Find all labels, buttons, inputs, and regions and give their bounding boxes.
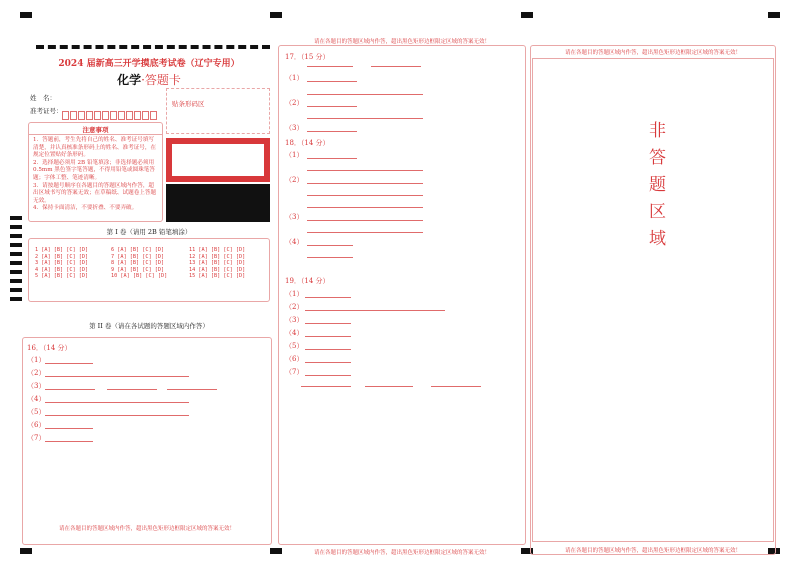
q19-part-label: （1）: [285, 290, 304, 298]
q18-part-label: （1）: [285, 151, 304, 159]
right-bottom-warning: 请在各题目的答题区域内作答，超出黑色矩形边框限定区域的答案无效！: [564, 548, 741, 554]
notice-box: [28, 122, 163, 222]
top-dashed-rule: [36, 45, 270, 49]
q16-answer-line[interactable]: [45, 428, 93, 429]
q19-answer-line[interactable]: [305, 375, 351, 376]
student-name-label: 姓 名：: [30, 94, 56, 102]
q18-answer-line[interactable]: [307, 245, 353, 246]
q17-answer-line[interactable]: [307, 81, 357, 82]
q16-part-label: （2）: [27, 369, 46, 377]
choice-row[interactable]: 12 [A] [B] [C] [D]: [189, 253, 246, 260]
page-title: 2024 届新高三开学摸底考试卷（辽宁专用）: [58, 59, 240, 69]
q16-part-label: （6）: [27, 421, 46, 429]
q18-answer-line[interactable]: [307, 207, 423, 208]
choice-row[interactable]: 10 [A] [B] [C] [D]: [111, 273, 168, 279]
choice-row[interactable]: 5 [A] [B] [C] [D]: [35, 273, 89, 279]
choice-area: [28, 238, 270, 302]
subject-suffix: ·答题卡: [141, 73, 181, 87]
q17-part-label: （1）: [285, 74, 304, 82]
barcode-label: 贴条形码区: [172, 100, 205, 108]
q17-part-label: （2）: [285, 99, 304, 107]
subject-name: 化学: [117, 73, 142, 87]
choice-row[interactable]: 15 [A] [B] [C] [D]: [189, 273, 246, 279]
q16-part-label: （1）: [27, 356, 46, 364]
choice-row[interactable]: 8 [A] [B] [C] [D]: [111, 260, 165, 266]
section1-title: 第 I 卷（请用 2B 铅笔填涂）: [106, 228, 192, 236]
q18-answer-line[interactable]: [307, 183, 423, 184]
q16-answer-line[interactable]: [167, 389, 217, 390]
mid-answer-box: [278, 45, 526, 545]
q16-part-label: （7）: [27, 434, 46, 442]
q19-answer-line[interactable]: [305, 323, 351, 324]
corner-mark-top-right: [768, 12, 780, 18]
q16-answer-line[interactable]: [107, 389, 157, 390]
q16-part-label: （3）: [27, 382, 46, 390]
sample-red-frame: [166, 138, 270, 182]
notice-title-rule: [29, 134, 162, 135]
q17-answer-line[interactable]: [307, 106, 357, 107]
q19-part-label: （7）: [285, 368, 304, 376]
q17-answer-line[interactable]: [307, 131, 357, 132]
sample-black-block: [166, 184, 270, 222]
section2-title: 第 II 卷（请在各试题的答题区域内作答）: [89, 322, 209, 330]
q19-part-label: （4）: [285, 329, 304, 337]
q18-part-label: （4）: [285, 238, 304, 246]
q18-answer-line[interactable]: [307, 170, 423, 171]
q17-answer-line[interactable]: [307, 118, 423, 119]
notice-title: 注意事项: [82, 126, 109, 134]
q19-part-label: （6）: [285, 355, 304, 363]
choice-row[interactable]: 2 [A] [B] [C] [D]: [35, 253, 89, 260]
choice-row[interactable]: 1 [A] [B] [C] [D]: [35, 247, 89, 253]
q17-answer-line[interactable]: [307, 66, 353, 67]
q16-title: 16．（14 分）: [27, 344, 72, 352]
corner-mark-top-mid1: [270, 12, 282, 18]
choice-col-1[interactable]: [35, 247, 88, 280]
choice-row[interactable]: 7 [A] [B] [C] [D]: [111, 253, 165, 260]
q17-title: 17．（15 分）: [285, 53, 330, 61]
mid-top-warning: 请在各题目的答题区域内作答，超出黑色矩形边框限定区域的答案无效！: [313, 39, 490, 45]
q19-part-label: （3）: [285, 316, 304, 324]
choice-row[interactable]: 14 [A] [B] [C] [D]: [189, 266, 246, 273]
notice-item: 4．保持卡面清洁，不要折叠、不要弄破。: [33, 205, 138, 212]
q18-answer-line[interactable]: [307, 257, 353, 258]
notice-list: [33, 137, 159, 213]
choice-row[interactable]: 4 [A] [B] [C] [D]: [35, 266, 89, 273]
corner-mark-top-left: [20, 12, 32, 18]
notice-item: 1．答题前，考生先将自己的姓名、准考证号填写清楚，并认真核准条形码上的姓名、准考证号，在规定位置贴好条形码。: [33, 137, 157, 159]
q19-answer-line[interactable]: [305, 349, 351, 350]
corner-mark-bottom-left: [20, 548, 32, 554]
q16-answer-line[interactable]: [45, 402, 189, 403]
notice-item: 2．选择题必须用 2B 铅笔填涂；非选择题必须用 0.5mm 黑色签字笔答题，不得用铅笔或圆珠笔答题；字体工整、笔迹清晰。: [33, 159, 155, 181]
q16-warning: 请在各题目的答题区域内作答，超出黑色矩形边框限定区域的答案无效！: [58, 526, 235, 532]
q19-answer-line[interactable]: [305, 336, 351, 337]
q18-part-label: （2）: [285, 176, 304, 184]
q18-answer-line[interactable]: [307, 195, 423, 196]
corner-mark-top-mid2: [521, 12, 533, 18]
subject-title: [28, 71, 270, 88]
q16-answer-line[interactable]: [45, 376, 189, 377]
choice-row[interactable]: 3 [A] [B] [C] [D]: [35, 260, 89, 266]
notice-item: 3．请按题号顺序在各题目的答题区域内作答，超出区域书写的答案无效；在草稿纸、试题卷上答题无效。: [33, 182, 157, 204]
q16-answer-line[interactable]: [45, 415, 189, 416]
q19-title: 19．（14 分）: [285, 277, 330, 285]
choice-row[interactable]: 6 [A] [B] [C] [D]: [111, 247, 165, 253]
q16-part-label: （5）: [27, 408, 46, 416]
barcode-area: [166, 88, 270, 134]
q18-title: 18．（14 分）: [285, 139, 330, 147]
q18-answer-line[interactable]: [307, 220, 423, 221]
mid-bottom-warning: 请在各题目的答题区域内作答，超出黑色矩形边框限定区域的答案无效！: [313, 550, 490, 556]
q17-part-label: （3）: [285, 124, 304, 132]
q16-answer-line[interactable]: [45, 363, 93, 364]
non-answer-area: [532, 58, 774, 542]
choice-row[interactable]: 11 [A] [B] [C] [D]: [189, 247, 246, 253]
q17-answer-line[interactable]: [371, 66, 421, 67]
choice-row[interactable]: 13 [A] [B] [C] [D]: [189, 260, 246, 266]
non-answer-label: 非答题区域: [645, 121, 665, 256]
choice-col-3[interactable]: [189, 247, 245, 280]
q16-answer-box: [22, 337, 272, 545]
choice-row[interactable]: 9 [A] [B] [C] [D]: [111, 266, 165, 273]
student-id-label: 准考证号：: [30, 107, 63, 115]
q19-part-label: （5）: [285, 342, 304, 350]
q19-answer-line[interactable]: [365, 386, 413, 387]
q19-answer-line[interactable]: [431, 386, 481, 387]
q19-answer-line[interactable]: [305, 310, 445, 311]
q19-part-label: （2）: [285, 303, 304, 311]
q16-part-label: （4）: [27, 395, 46, 403]
q18-part-label: （3）: [285, 213, 304, 221]
choice-col-2[interactable]: [111, 247, 167, 280]
right-top-warning: 请在各题目的答题区域内作答，超出黑色矩形边框限定区域的答案无效！: [564, 50, 741, 56]
q18-answer-line[interactable]: [307, 158, 357, 159]
q17-answer-line[interactable]: [307, 94, 423, 95]
q19-answer-line[interactable]: [305, 297, 351, 298]
q16-answer-line[interactable]: [45, 389, 95, 390]
q16-answer-line[interactable]: [45, 441, 93, 442]
q19-answer-line[interactable]: [305, 362, 351, 363]
q19-answer-line[interactable]: [301, 386, 351, 387]
q18-answer-line[interactable]: [307, 232, 423, 233]
